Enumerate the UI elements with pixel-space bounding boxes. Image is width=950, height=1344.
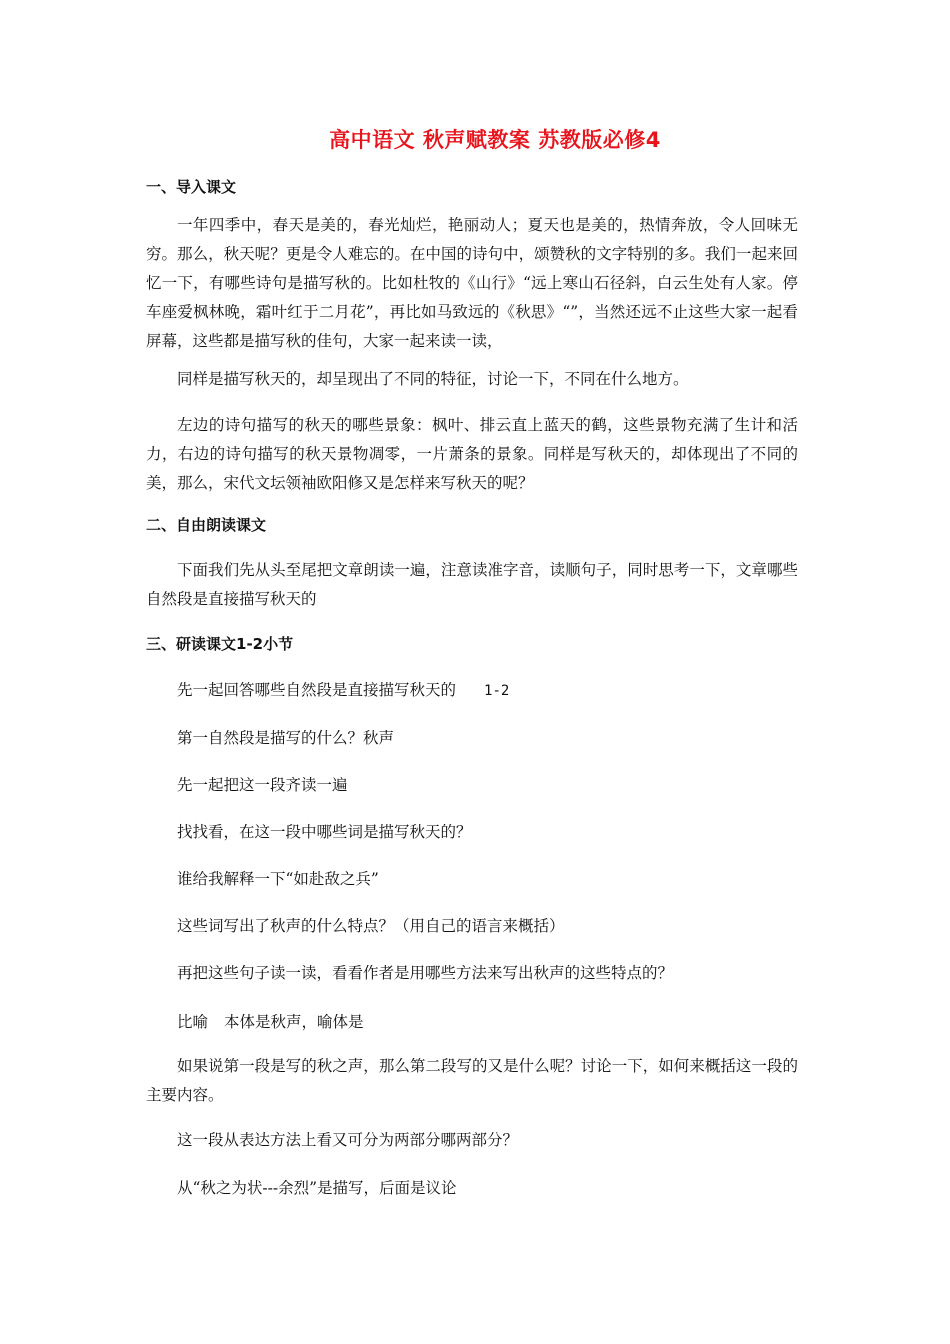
- question-line: 从“秋之为状---余烈”是描写，后面是议论: [177, 1179, 457, 1197]
- question-line: 这些词写出了秋声的什么特点？（用自己的语言来概括）: [177, 917, 565, 935]
- question-line: 先一起把这一段齐读一遍: [177, 776, 348, 794]
- paragraph-analysis: 左边的诗句描写的秋天的哪些景象：枫叶、排云直上蓝天的鹤，这些景物充满了生计和活力，右边的诗句描写的秋天景物凋零，一片萧条的景象。同样是写秋天的，却体现出了不同的美，那么，宋代文坛领袖欧阳修又是怎样来写秋天的呢？: [146, 416, 798, 492]
- paragraph-reading: 下面我们先从头至尾把文章朗读一遍，注意读准字音，读顺句子，同时思考一下，文章哪些自然段是直接描写秋天的: [146, 561, 798, 608]
- section-heading-reading: 二、自由朗读课文: [146, 516, 267, 534]
- question-line: 谁给我解释一下“如赴敌之兵”: [177, 870, 379, 888]
- paragraph-comparison: 同样是描写秋天的，却呈现出了不同的特征，讨论一下，不同在什么地方。: [177, 370, 689, 388]
- question-text: 先一起回答哪些自然段是直接描写秋天的: [177, 681, 457, 699]
- rhetoric-term: 比喻: [177, 1013, 209, 1031]
- question-line: 找找看，在这一段中哪些词是描写秋天的？: [177, 823, 472, 841]
- document-title: 高中语文 秋声赋教案 苏教版必修4: [329, 128, 661, 152]
- paragraph-second-section: 如果说第一段是写的秋之声，那么第二段写的又是什么呢？讨论一下，如何来概括这一段的主要内容。: [146, 1057, 798, 1104]
- question-line: 这一段从表达方法上看又可分为两部分哪两部分？: [177, 1131, 519, 1149]
- question-line: 第一自然段是描写的什么？秋声: [177, 729, 395, 747]
- question-line: [177, 678, 509, 700]
- paragraph-intro: 一年四季中，春天是美的，春光灿烂，艳丽动人；夏天也是美的，热情奔放，令人回味无穷。那么，秋天呢？更是令人难忘的。在中国的诗句中，颂赞秋的文字特别的多。我们一起来回忆一下，有哪些诗句是描写秋的。比如杜牧的《山行》“远上寒山石径斜，白云生处有人家。停车座爱枫林晚，霜叶红于二月花”，再比如马致远的《秋思》“”，当然还远不止这些大家一起看屏幕，这些都是描写秋的佳句，大家一起来读一读，: [146, 216, 798, 350]
- question-line: 再把这些句子读一读，看看作者是用哪些方法来写出秋声的这些特点的？: [177, 964, 674, 982]
- section-heading-intro: 一、导入课文: [146, 178, 237, 196]
- section-heading-study: 三、研读课文1-2小节: [146, 635, 294, 653]
- rhetoric-explanation: 本体是秋声，喻体是: [224, 1013, 364, 1031]
- question-answer: 1-2: [484, 683, 510, 699]
- question-line: [177, 1010, 364, 1032]
